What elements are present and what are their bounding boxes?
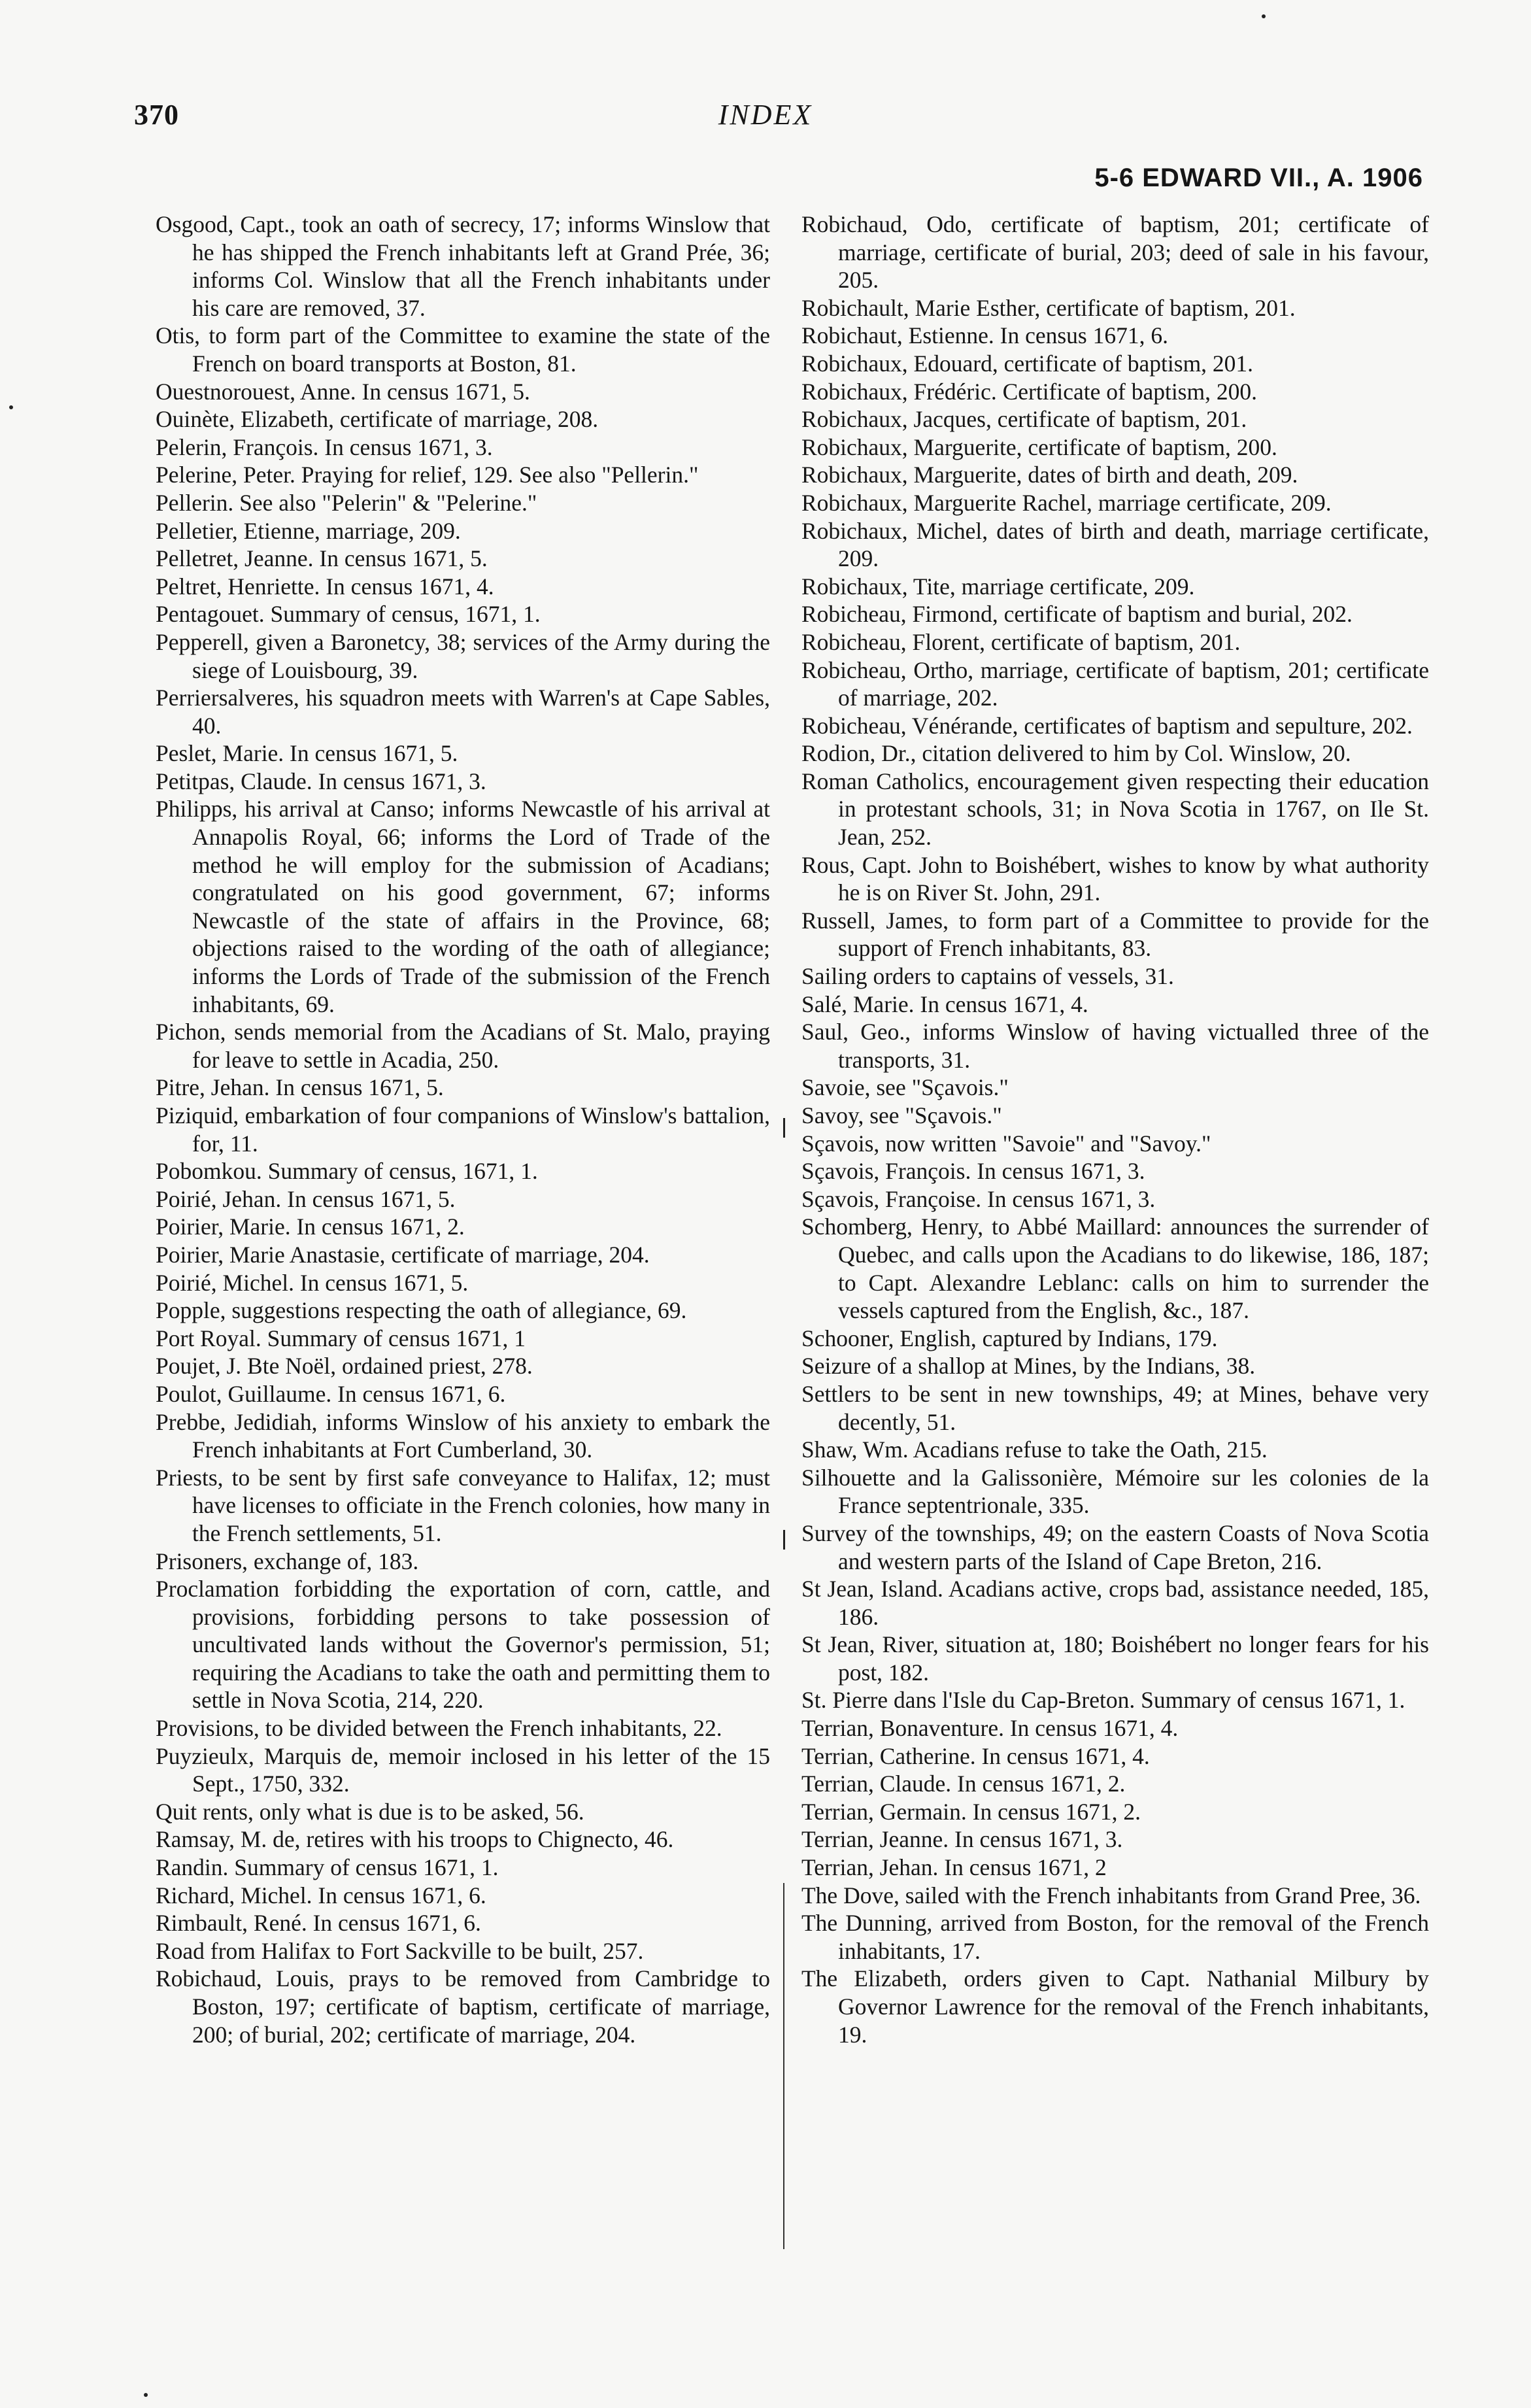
index-entry: Poirier, Marie Anastasie, certificate of marriage, 204. [156, 1241, 650, 1268]
index-entry: Silhouette and la Galissonière, Mémoire sur les colonies de la France septentrionale, 335. [801, 1464, 1429, 1519]
index-entry: Terrian, Claude. In census 1671, 2. [801, 1771, 1126, 1797]
index-entry: Poujet, J. Bte Noël, ordained priest, 278. [156, 1353, 533, 1380]
page-number: 370 [134, 99, 179, 131]
index-entry: Sailing orders to captains of vessels, 31. [801, 963, 1174, 990]
index-entry: Petitpas, Claude. In census 1671, 3. [156, 768, 486, 794]
index-entry: Terrian, Germain. In census 1671, 2. [801, 1798, 1141, 1825]
index-entry: Peslet, Marie. In census 1671, 5. [156, 740, 458, 767]
index-entry: Poirier, Marie. In census 1671, 2. [156, 1213, 465, 1240]
index-column-right [801, 211, 1429, 2048]
index-entry: Richard, Michel. In census 1671, 6. [156, 1882, 486, 1908]
index-entry: Settlers to be sent in new townships, 49; at Mines, behave very decently, 51. [801, 1380, 1429, 1435]
index-entry: Robichaux, Marguerite, dates of birth and death, 209. [801, 462, 1298, 488]
index-entry: Rous, Capt. John to Boishébert, wishes to know by what authority he is on River St. John, 291. [801, 851, 1429, 906]
index-entry: Savoie, see "Sçavois." [801, 1074, 1009, 1101]
index-entry: Robichaux, Marguerite, certificate of baptism, 200. [801, 433, 1277, 460]
index-entry: Robichaud, Louis, prays to be removed from Cambridge to Boston, 197; certificate of baptism, certificate of marriage, 200; of burial, 202; certificate of marriage, 204. [156, 1965, 770, 2048]
index-entry: Poirié, Michel. In census 1671, 5. [156, 1269, 469, 1296]
index-entry: Pelletier, Etienne, marriage, 209. [156, 517, 461, 544]
index-entry: Poulot, Guillaume. In census 1671, 6. [156, 1380, 506, 1407]
index-entry: Rimbault, René. In census 1671, 6. [156, 1910, 481, 1937]
index-entry: Priests, to be sent by first safe conveyance to Halifax, 12; must have licenses to officiate in the French colonies, how many in the French settlements, 51. [156, 1464, 770, 1546]
index-entry: Terrian, Jeanne. In census 1671, 3. [801, 1826, 1123, 1853]
index-entry: Sçavois, François. In census 1671, 3. [801, 1158, 1145, 1185]
session-reference: 5-6 EDWARD VII., A. 1906 [1094, 163, 1423, 192]
index-entry: Pellerin. See also "Pelerin" & "Pelerine." [156, 489, 537, 516]
index-entry: Terrian, Bonaventure. In census 1671, 4. [801, 1715, 1179, 1742]
index-entry: Robichaux, Jacques, certificate of baptism, 201. [801, 406, 1247, 433]
index-entry: The Dunning, arrived from Boston, for the removal of the French inhabitants, 17. [801, 1910, 1429, 1964]
index-entry: Ramsay, M. de, retires with his troops to Chignecto, 46. [156, 1826, 674, 1853]
index-entry: Pitre, Jehan. In census 1671, 5. [156, 1074, 444, 1101]
index-entry: Saul, Geo., informs Winslow of having victualled three of the transports, 31. [801, 1019, 1429, 1073]
index-entry: Quit rents, only what is due is to be asked, 56. [156, 1798, 584, 1825]
index-entry: Robichaux, Marguerite Rachel, marriage certificate, 209. [801, 489, 1332, 516]
index-entry: Rodion, Dr., citation delivered to him by Col. Winslow, 20. [801, 740, 1351, 767]
index-entry: Survey of the townships, 49; on the eastern Coasts of Nova Scotia and western parts of the Island of Cape Breton, 216. [801, 1519, 1429, 1574]
print-speck [1262, 14, 1266, 18]
index-entry: Robicheau, Ortho, marriage, certificate of baptism, 201; certificate of marriage, 202. [801, 656, 1429, 711]
index-entry: Pichon, sends memorial from the Acadians of St. Malo, praying for leave to settle in Acadia, 250. [156, 1019, 770, 1073]
index-entry: St Jean, River, situation at, 180; Boishébert no longer fears for his post, 182. [801, 1631, 1429, 1686]
index-entry: Provisions, to be divided between the French inhabitants, 22. [156, 1715, 722, 1742]
index-entry: Salé, Marie. In census 1671, 4. [801, 991, 1088, 1017]
index-entry: Robichault, Marie Esther, certificate of baptism, 201. [801, 294, 1296, 321]
index-entry: Philipps, his arrival at Canso; informs Newcastle of his arrival at Annapolis Royal, 66; informs the Lord of Trade of the method he will employ for the submission of Acadians; congratulated on his good government, 67; informs Newcastle of the state of affairs in the Province, 68; objections raised to the wording of the oath of allegiance; informs the Lords of Trade of the submission of the French inhabitants, 69. [156, 796, 770, 1017]
index-entry: Ouestnorouest, Anne. In census 1671, 5. [156, 378, 530, 405]
index-entry: Seizure of a shallop at Mines, by the Indians, 38. [801, 1353, 1256, 1380]
index-entry: Savoy, see "Sçavois." [801, 1102, 1002, 1128]
index-entry: The Elizabeth, orders given to Capt. Nathanial Milbury by Governor Lawrence for the removal of the French inhabitants, 19. [801, 1965, 1429, 2048]
index-entry: Poirié, Jehan. In census 1671, 5. [156, 1185, 456, 1212]
index-entry: Robichaud, Odo, certificate of baptism, 201; certificate of marriage, certificate of burial, 203; deed of sale in his favour, 205. [801, 211, 1429, 294]
index-entry: Robichaux, Tite, marriage certificate, 209. [801, 573, 1195, 600]
index-entry: Prisoners, exchange of, 183. [156, 1548, 419, 1574]
index-entry: Otis, to form part of the Committee to examine the state of the French on board transports at Boston, 81. [156, 322, 770, 377]
index-entry: Robichaux, Frédéric. Certificate of baptism, 200. [801, 378, 1257, 405]
index-entry: Pelerine, Peter. Praying for relief, 129. See also "Pellerin." [156, 462, 699, 488]
index-entry: St Jean, Island. Acadians active, crops bad, assistance needed, 185, 186. [801, 1576, 1429, 1630]
print-speck [144, 2393, 148, 2397]
index-entry: Schooner, English, captured by Indians, 179. [801, 1325, 1218, 1351]
index-entry: Terrian, Jehan. In census 1671, 2 [801, 1854, 1107, 1881]
index-entry: St. Pierre dans l'Isle du Cap-Breton. Summary of census 1671, 1. [801, 1687, 1405, 1714]
index-entry: Robicheau, Vénérande, certificates of baptism and sepulture, 202. [801, 712, 1413, 739]
index-entry: Piziquid, embarkation of four companions of Winslow's battalion, for, 11. [156, 1102, 770, 1157]
index-entry: Pobomkou. Summary of census, 1671, 1. [156, 1158, 538, 1185]
index-entry: Roman Catholics, encouragement given respecting their education in protestant schools, 31; in Nova Scotia in 1767, on Ile St. Jean, 252. [801, 768, 1429, 851]
index-entry: Randin. Summary of census 1671, 1. [156, 1854, 499, 1881]
index-entry: The Dove, sailed with the French inhabitants from Grand Pree, 36. [801, 1882, 1421, 1908]
index-entry: Puyzieulx, Marquis de, memoir inclosed in his letter of the 15 Sept., 1750, 332. [156, 1742, 770, 1797]
index-entry: Russell, James, to form part of a Committee to provide for the support of French inhabitants, 83. [801, 907, 1429, 962]
index-entry: Sçavois, Françoise. In census 1671, 3. [801, 1185, 1156, 1212]
index-entry: Robichaux, Michel, dates of birth and death, marriage certificate, 209. [801, 517, 1429, 572]
index-entry: Schomberg, Henry, to Abbé Maillard: announces the surrender of Quebec, and calls upon the Acadians to do likewise, 186, 187; to Capt. Alexandre Leblanc: calls on him to surrender the vessels captured from the English, &c., 187. [801, 1213, 1429, 1324]
index-entry: Terrian, Catherine. In census 1671, 4. [801, 1742, 1150, 1769]
index-entry: Pelletret, Jeanne. In census 1671, 5. [156, 545, 488, 572]
index-entry: Port Royal. Summary of census 1671, 1 [156, 1325, 526, 1351]
index-entry: Robichaux, Edouard, certificate of baptism, 201. [801, 350, 1254, 377]
index-entry: Peltret, Henriette. In census 1671, 4. [156, 573, 494, 600]
index-entry: Robicheau, Firmond, certificate of baptism and burial, 202. [801, 601, 1353, 628]
index-entry: Pelerin, François. In census 1671, 3. [156, 433, 493, 460]
margin-mark [783, 1530, 785, 1550]
index-entry: Shaw, Wm. Acadians refuse to take the Oath, 215. [801, 1436, 1268, 1463]
index-entry: Sçavois, now written "Savoie" and "Savoy." [801, 1130, 1211, 1157]
index-entry: Popple, suggestions respecting the oath of allegiance, 69. [156, 1297, 687, 1324]
index-entry: Robicheau, Florent, certificate of baptism, 201. [801, 628, 1241, 655]
margin-rule [783, 1883, 784, 2249]
index-entry: Pentagouet. Summary of census, 1671, 1. [156, 601, 541, 628]
index-column-left [156, 211, 770, 2048]
index-entry: Perriersalveres, his squadron meets with Warren's at Cape Sables, 40. [156, 685, 770, 739]
index-entry: Robichaut, Estienne. In census 1671, 6. [801, 322, 1168, 349]
print-speck [9, 405, 13, 409]
index-entry: Osgood, Capt., took an oath of secrecy, 17; informs Winslow that he has shipped the French inhabitants left at Grand Prée, 36; informs Col. Winslow that all the French inhabitants under his care are removed, 37. [156, 211, 770, 321]
index-entry: Ouinète, Elizabeth, certificate of marriage, 208. [156, 406, 599, 433]
running-head-title: INDEX [718, 99, 813, 131]
index-entry: Prebbe, Jedidiah, informs Winslow of his anxiety to embark the French inhabitants at Fort Cumberland, 30. [156, 1408, 770, 1463]
index-entry: Road from Halifax to Fort Sackville to be built, 257. [156, 1937, 644, 1964]
index-entry: Proclamation forbidding the exportation of corn, cattle, and provisions, forbidding persons to take possession of uncultivated lands without the Governor's permission, 51; requiring the Acadians to take the oath and permitting them to settle in Nova Scotia, 214, 220. [156, 1576, 770, 1714]
index-entry: Pepperell, given a Baronetcy, 38; services of the Army during the siege of Louisbourg, 39. [156, 628, 770, 683]
margin-mark [783, 1118, 785, 1138]
